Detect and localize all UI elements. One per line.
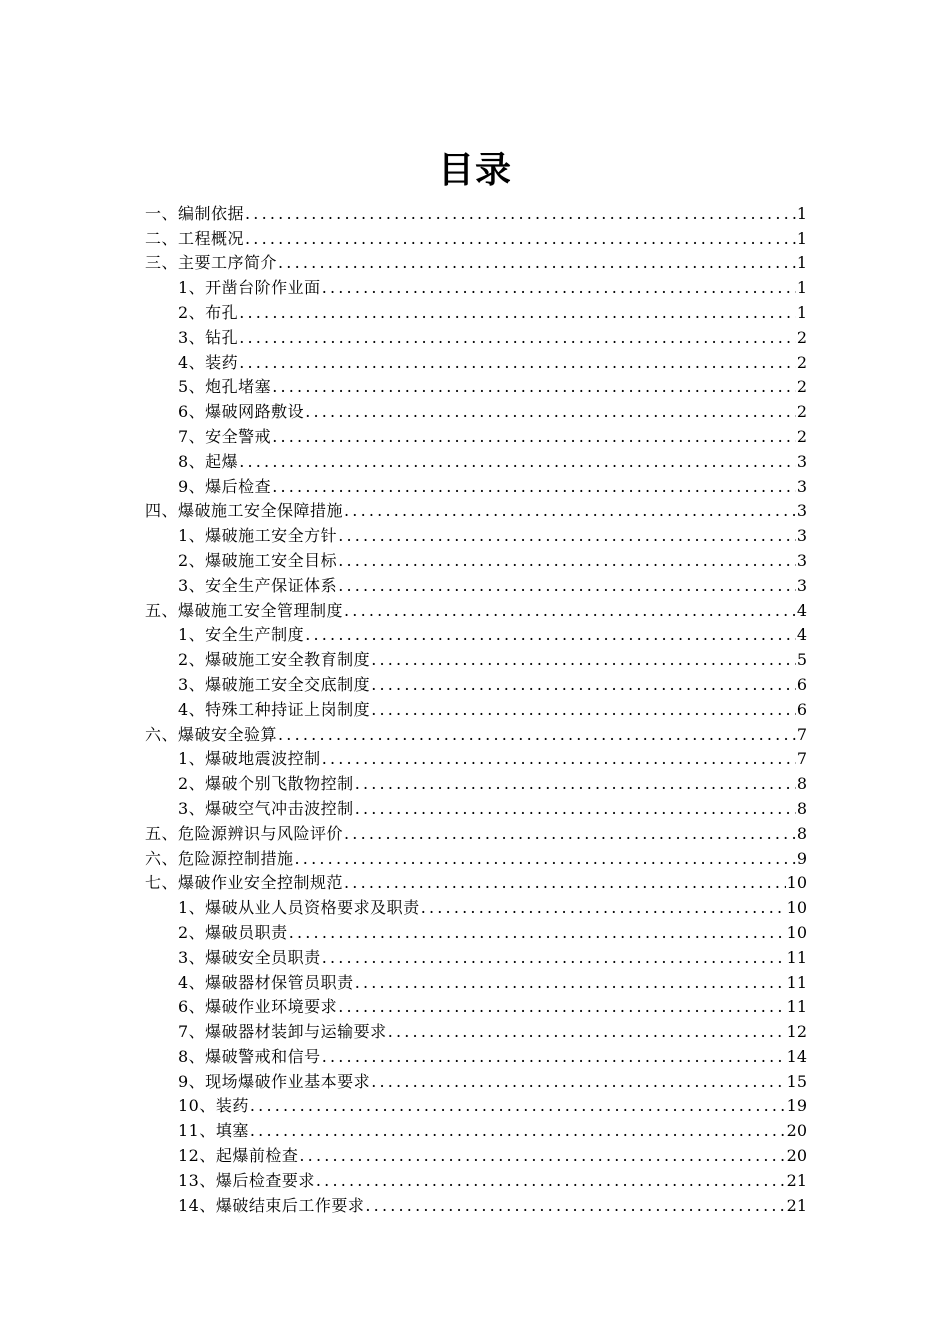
toc-entry-label: 4、特殊工种持证上岗制度	[178, 699, 371, 719]
toc-dot-leader	[239, 302, 796, 324]
toc-entry-page-number: 1	[796, 302, 807, 322]
toc-entry-label: 5、炮孔堵塞	[178, 377, 272, 397]
toc-entry-page-number: 2	[796, 377, 807, 397]
toc-entry[interactable]	[145, 795, 807, 820]
toc-entry-label: 2、布孔	[178, 302, 239, 322]
toc-entry-page-number: 6	[796, 674, 807, 694]
toc-entry-page-number: 7	[796, 749, 807, 769]
toc-entry-page-number: 21	[786, 1170, 807, 1190]
toc-dot-leader	[322, 748, 796, 770]
toc-entry-page-number: 3	[796, 575, 807, 595]
toc-entry-label: 7、安全警戒	[178, 426, 272, 446]
toc-entry[interactable]	[145, 1068, 807, 1093]
toc-dot-leader	[338, 996, 785, 1018]
toc-entry-label: 6、爆破网路敷设	[178, 402, 305, 422]
toc-entry[interactable]	[145, 200, 807, 225]
toc-entry[interactable]	[145, 448, 807, 473]
toc-entry[interactable]	[145, 870, 807, 895]
toc-entry-page-number: 4	[796, 625, 807, 645]
toc-entry-page-number: 11	[786, 947, 807, 967]
toc-entry-page-number: 1	[796, 253, 807, 273]
toc-dot-leader	[272, 476, 796, 498]
toc-entry-label: 七、爆破作业安全控制规范	[145, 873, 344, 893]
toc-entry-page-number: 12	[786, 1022, 807, 1042]
toc-entry-label: 4、爆破器材保管员职责	[178, 972, 354, 992]
toc-entry[interactable]	[145, 349, 807, 374]
toc-entry[interactable]	[145, 696, 807, 721]
toc-entry-label: 3、爆破施工安全交底制度	[178, 674, 371, 694]
toc-entry[interactable]	[145, 1142, 807, 1167]
toc-dot-leader	[250, 1120, 786, 1142]
toc-entry-page-number: 1	[796, 278, 807, 298]
toc-entry[interactable]	[145, 225, 807, 250]
toc-dot-leader	[344, 872, 786, 894]
toc-entry-label: 一、编制依据	[145, 203, 245, 223]
toc-dot-leader	[371, 1071, 785, 1093]
toc-dot-leader	[299, 1145, 785, 1167]
toc-dot-leader	[355, 798, 796, 820]
toc-dot-leader	[421, 897, 786, 919]
toc-dot-leader	[322, 277, 796, 299]
toc-entry-label: 2、爆破施工安全教育制度	[178, 650, 371, 670]
toc-entry-label: 14、爆破结束后工作要求	[178, 1195, 365, 1215]
toc-entry[interactable]	[145, 498, 807, 523]
toc-entry-label: 3、安全生产保证体系	[178, 575, 338, 595]
toc-entry-page-number: 21	[786, 1195, 807, 1215]
toc-entry[interactable]	[145, 398, 807, 423]
toc-entry[interactable]	[145, 374, 807, 399]
toc-entry-label: 三、主要工序简介	[145, 253, 278, 273]
toc-entry-page-number: 11	[786, 972, 807, 992]
toc-entry-page-number: 3	[796, 526, 807, 546]
toc-entry-label: 3、爆破安全员职责	[178, 947, 321, 967]
toc-entry-label: 9、现场爆破作业基本要求	[178, 1071, 371, 1091]
toc-entry[interactable]	[145, 1167, 807, 1192]
toc-entry-label: 10、装药	[178, 1096, 249, 1116]
toc-dot-leader	[322, 947, 786, 969]
toc-entry-page-number: 5	[796, 650, 807, 670]
toc-entry-page-number: 1	[796, 203, 807, 223]
toc-entry-label: 4、装药	[178, 352, 239, 372]
toc-entry-label: 12、起爆前检查	[178, 1146, 299, 1166]
toc-entry[interactable]	[145, 671, 807, 696]
toc-dot-leader	[278, 252, 796, 274]
toc-entry-page-number: 20	[786, 1121, 807, 1141]
toc-entry[interactable]	[145, 572, 807, 597]
toc-entry-page-number: 1	[796, 228, 807, 248]
toc-entry-page-number: 4	[796, 600, 807, 620]
toc-dot-leader	[272, 376, 796, 398]
toc-dot-leader	[338, 575, 796, 597]
toc-entry-label: 1、爆破施工安全方针	[178, 526, 338, 546]
toc-entry[interactable]	[145, 845, 807, 870]
toc-entry-label: 四、爆破施工安全保障措施	[145, 501, 344, 521]
toc-entry[interactable]	[145, 994, 807, 1019]
toc-dot-leader	[371, 674, 796, 696]
toc-dot-leader	[344, 823, 796, 845]
toc-dot-leader	[355, 773, 796, 795]
toc-entry[interactable]	[145, 423, 807, 448]
toc-entry-label: 二、工程概况	[145, 228, 245, 248]
toc-entry-page-number: 14	[786, 1046, 807, 1066]
toc-entry[interactable]	[145, 820, 807, 845]
toc-entry-page-number: 2	[796, 402, 807, 422]
toc-entry[interactable]	[145, 250, 807, 275]
toc-entry[interactable]	[145, 622, 807, 647]
toc-entry-label: 7、爆破器材装卸与运输要求	[178, 1022, 387, 1042]
toc-dot-leader	[344, 500, 796, 522]
toc-entry-page-number: 20	[786, 1146, 807, 1166]
toc-entry[interactable]	[145, 547, 807, 572]
toc-dot-leader	[355, 972, 786, 994]
toc-entry-page-number: 3	[796, 501, 807, 521]
page-title: 目录	[437, 150, 512, 191]
toc-entry-label: 8、起爆	[178, 451, 239, 471]
toc-entry[interactable]	[145, 473, 807, 498]
toc-entry-label: 六、爆破安全验算	[145, 724, 278, 744]
toc-entry-page-number: 8	[796, 798, 807, 818]
table-of-contents	[145, 200, 807, 1217]
toc-entry[interactable]	[145, 746, 807, 771]
toc-entry[interactable]	[145, 770, 807, 795]
toc-entry-label: 9、爆后检查	[178, 476, 272, 496]
toc-entry-page-number: 10	[786, 922, 807, 942]
toc-entry-label: 1、安全生产制度	[178, 625, 305, 645]
toc-dot-leader	[371, 649, 796, 671]
toc-dot-leader	[239, 327, 796, 349]
toc-entry[interactable]	[145, 1192, 807, 1217]
toc-dot-leader	[365, 1195, 785, 1217]
toc-entry-page-number: 8	[796, 823, 807, 843]
toc-entry[interactable]	[145, 1018, 807, 1043]
toc-entry-page-number: 2	[796, 352, 807, 372]
toc-dot-leader	[322, 1046, 786, 1068]
toc-entry[interactable]	[145, 299, 807, 324]
toc-entry[interactable]	[145, 721, 807, 746]
toc-dot-leader	[239, 451, 796, 473]
toc-entry-page-number: 8	[796, 774, 807, 794]
toc-entry-page-number: 15	[786, 1071, 807, 1091]
toc-entry-label: 2、爆破员职责	[178, 922, 288, 942]
toc-dot-leader	[305, 624, 796, 646]
toc-dot-leader	[272, 426, 796, 448]
toc-entry-label: 六、危险源控制措施	[145, 848, 294, 868]
toc-entry-page-number: 6	[796, 699, 807, 719]
toc-entry-page-number: 3	[796, 476, 807, 496]
toc-dot-leader	[245, 203, 796, 225]
toc-entry-label: 2、爆破个别飞散物控制	[178, 774, 354, 794]
toc-entry[interactable]	[145, 1093, 807, 1118]
toc-dot-leader	[316, 1170, 786, 1192]
toc-entry-page-number: 10	[786, 873, 807, 893]
toc-entry[interactable]	[145, 324, 807, 349]
toc-dot-leader	[305, 401, 796, 423]
toc-entry[interactable]	[145, 274, 807, 299]
toc-entry-label: 13、爆后检查要求	[178, 1170, 315, 1190]
toc-entry-page-number: 3	[796, 451, 807, 471]
toc-dot-leader	[295, 848, 796, 870]
toc-entry[interactable]	[145, 1043, 807, 1068]
toc-dot-leader	[250, 1095, 786, 1117]
toc-entry-label: 2、爆破施工安全目标	[178, 550, 338, 570]
toc-entry-label: 五、爆破施工安全管理制度	[145, 600, 344, 620]
toc-entry[interactable]	[145, 1117, 807, 1142]
toc-dot-leader	[371, 699, 796, 721]
toc-entry-label: 8、爆破警戒和信号	[178, 1046, 321, 1066]
toc-entry-label: 1、开凿台阶作业面	[178, 278, 321, 298]
toc-entry-page-number: 7	[796, 724, 807, 744]
toc-entry[interactable]	[145, 894, 807, 919]
toc-entry-label: 五、危险源辨识与风险评价	[145, 823, 344, 843]
toc-dot-leader	[338, 550, 796, 572]
toc-entry-page-number: 9	[796, 848, 807, 868]
toc-entry[interactable]	[145, 646, 807, 671]
toc-entry[interactable]	[145, 522, 807, 547]
toc-entry[interactable]	[145, 919, 807, 944]
toc-dot-leader	[289, 922, 786, 944]
toc-entry-label: 3、爆破空气冲击波控制	[178, 798, 354, 818]
toc-entry-label: 6、爆破作业环境要求	[178, 997, 338, 1017]
toc-entry-label: 1、爆破从业人员资格要求及职责	[178, 898, 420, 918]
toc-entry-label: 1、爆破地震波控制	[178, 749, 321, 769]
toc-dot-leader	[239, 352, 796, 374]
toc-dot-leader	[388, 1021, 786, 1043]
toc-dot-leader	[338, 525, 796, 547]
toc-entry-page-number: 10	[786, 898, 807, 918]
toc-dot-leader	[278, 724, 796, 746]
toc-dot-leader	[245, 228, 796, 250]
toc-entry-page-number: 11	[786, 997, 807, 1017]
toc-entry-label: 3、钻孔	[178, 327, 239, 347]
toc-entry-label: 11、填塞	[178, 1121, 249, 1141]
toc-dot-leader	[344, 600, 796, 622]
toc-entry-page-number: 19	[786, 1096, 807, 1116]
toc-entry[interactable]	[145, 969, 807, 994]
toc-entry-page-number: 2	[796, 426, 807, 446]
toc-entry-page-number: 2	[796, 327, 807, 347]
toc-entry[interactable]	[145, 597, 807, 622]
toc-entry-page-number: 3	[796, 550, 807, 570]
toc-entry[interactable]	[145, 944, 807, 969]
